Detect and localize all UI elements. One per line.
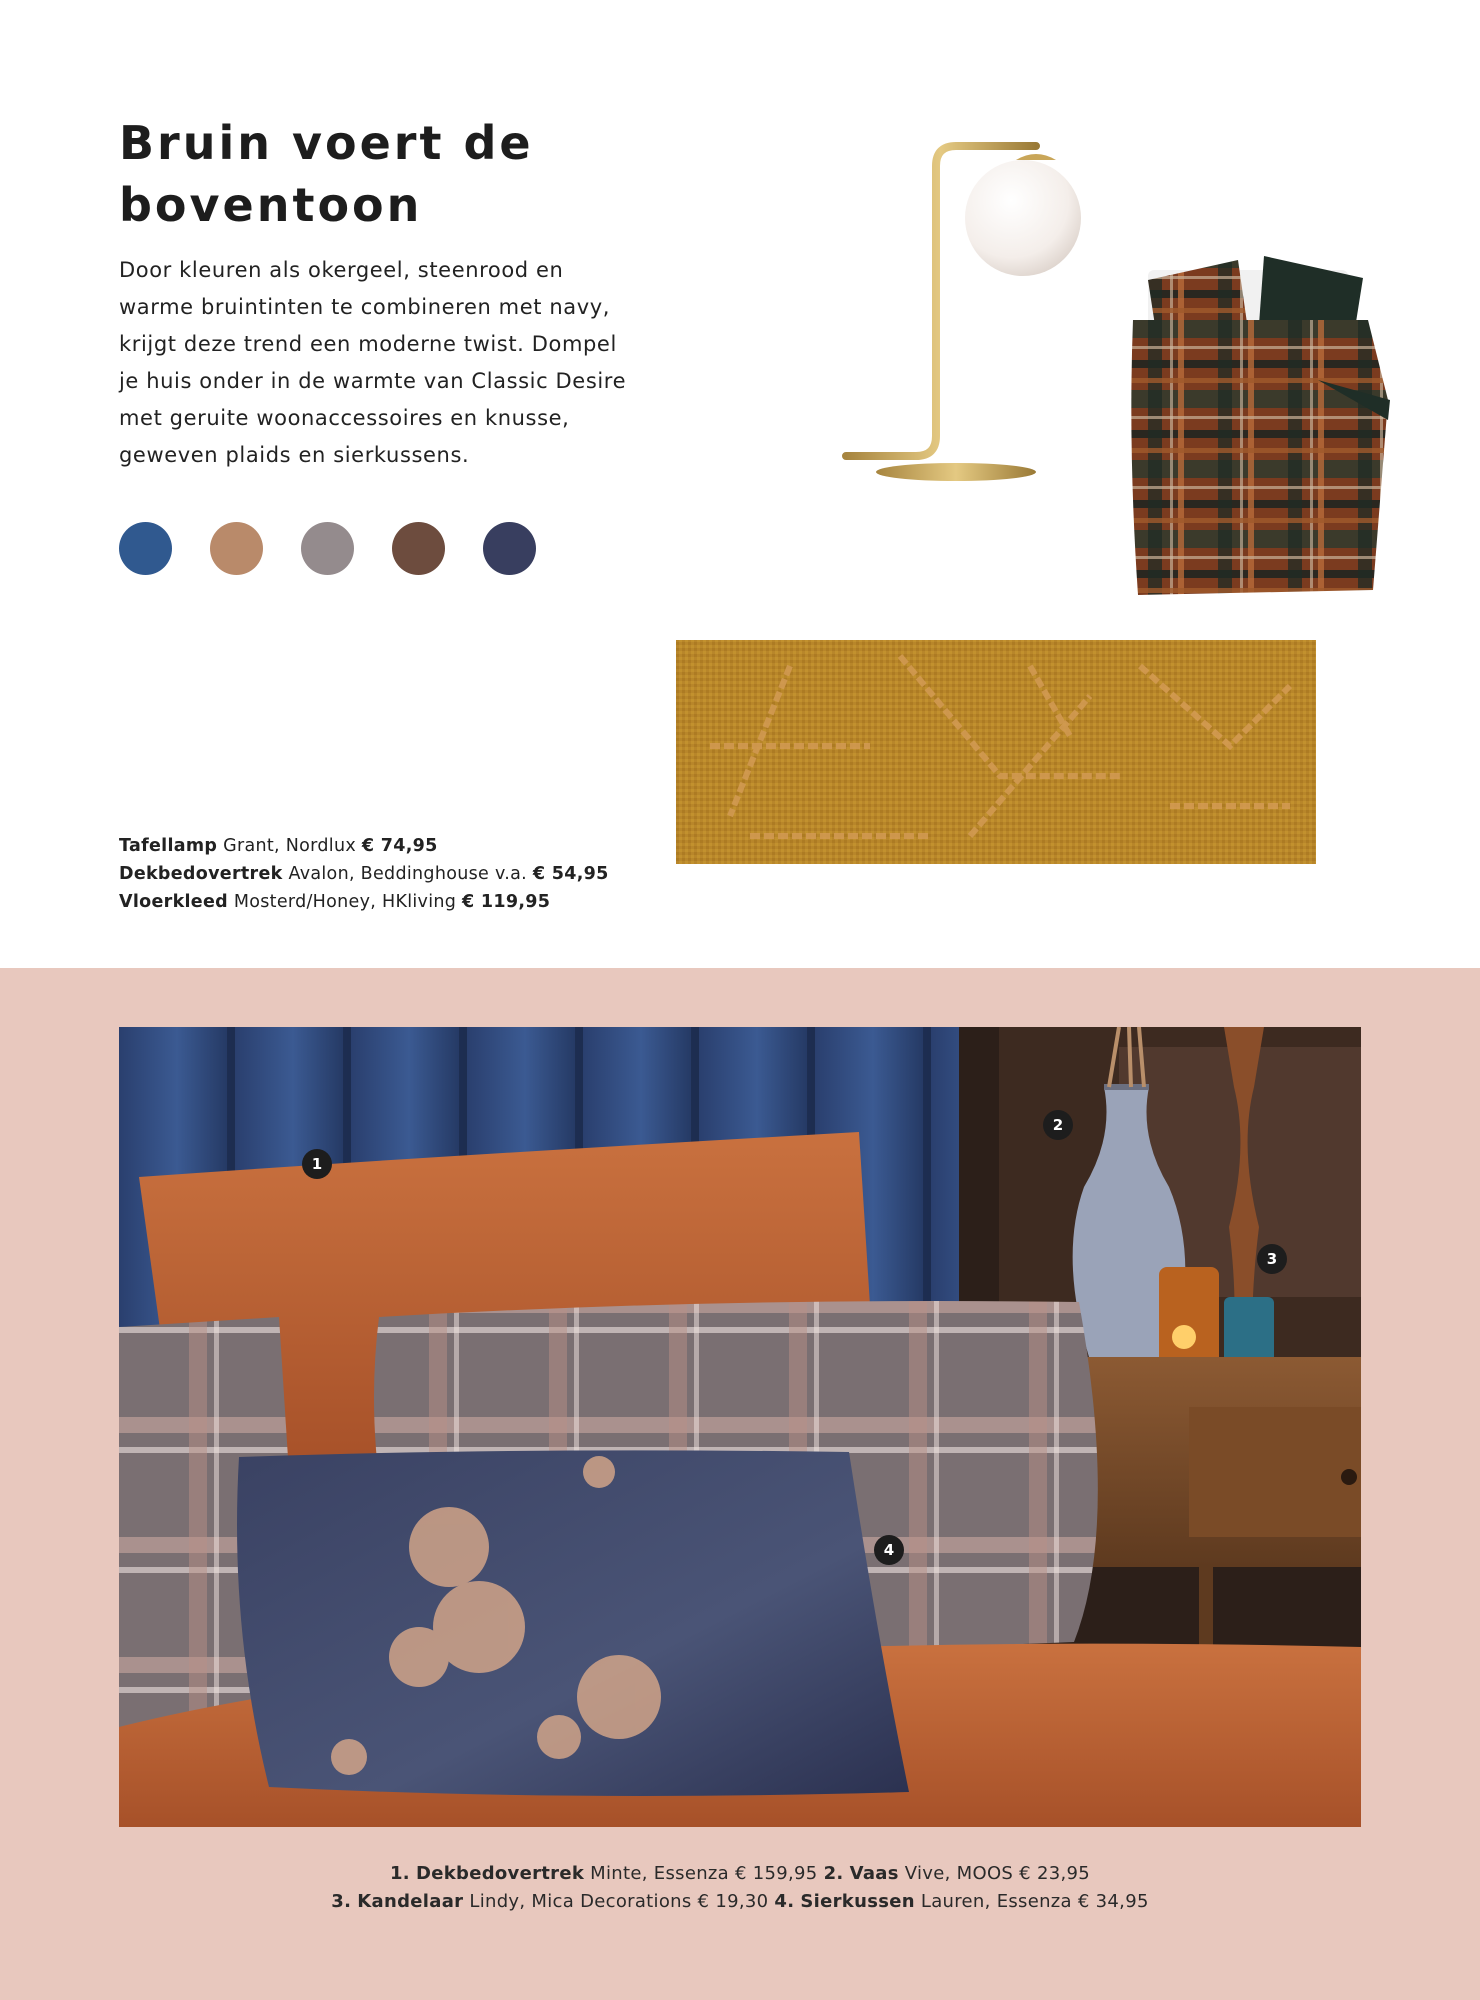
credit-duvet: Dekbedovertrek Avalon, Beddinghouse v.a. € 54,95 (119, 864, 609, 884)
product-credits (119, 832, 609, 916)
marker-4: 4 (874, 1535, 904, 1565)
swatch-brown (392, 522, 445, 575)
marker-1: 1 (302, 1149, 332, 1179)
bedroom-photo (119, 1027, 1361, 1827)
caption-line-2: 3. Kandelaar Lindy, Mica Decorations € 19,30 4. Sierkussen Lauren, Essenza € 34,95 (331, 1891, 1149, 1912)
swatch-navy (483, 522, 536, 575)
caption-line-1: 1. Dekbedovertrek Minte, Essenza € 159,95 2. Vaas Vive, MOOS € 23,95 (389, 1863, 1090, 1884)
intro-text: Door kleuren als okergeel, steenrood en warme bruintinten te combineren met navy, krijgt deze trend een moderne twist. Dompel je huis onder in de warmte van Classic Desire met geruite woonaccessoires en knusse, geweven plaids en sierkussens. (119, 258, 627, 467)
swatch-blue (119, 522, 172, 575)
rug-image (670, 636, 1322, 868)
color-swatches (119, 522, 536, 575)
swatch-grey (301, 522, 354, 575)
duvet-cover-image (1128, 250, 1398, 600)
marker-2: 2 (1043, 1110, 1073, 1140)
photo-caption (0, 1860, 1480, 1916)
table-lamp-image (836, 138, 1092, 488)
credit-rug: Vloerkleed Mosterd/Honey, HKliving € 119,95 (119, 892, 551, 912)
page-title: Bruin voert de boventoon (119, 116, 534, 232)
credit-lamp: Tafellamp Grant, Nordlux € 74,95 (119, 836, 438, 856)
pink-section (0, 968, 1480, 2000)
product-page-top (0, 0, 1480, 968)
swatch-tan (210, 522, 263, 575)
marker-3: 3 (1257, 1244, 1287, 1274)
